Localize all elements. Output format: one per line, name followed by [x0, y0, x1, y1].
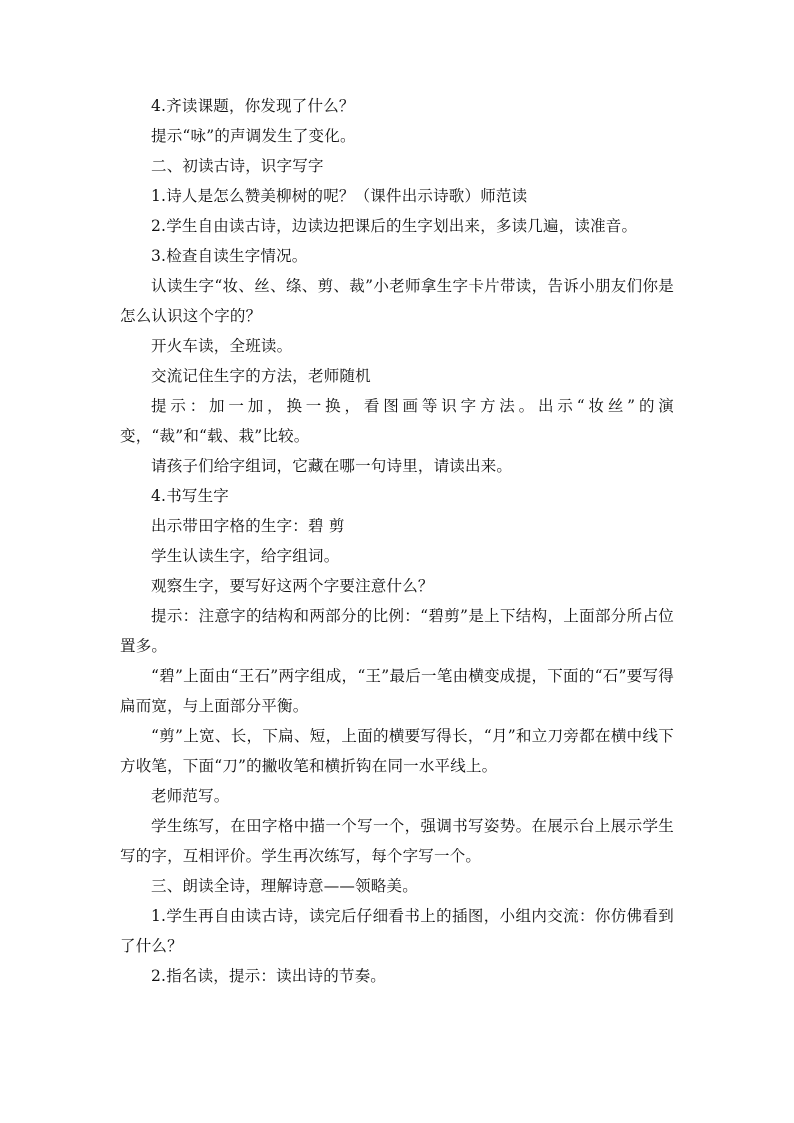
paragraph-recognize-characters: 认读生字“妆、丝、绦、剪、裁”小老师拿生字卡片带读，告诉小朋友们你是怎么认识这个字的？ [120, 277, 674, 325]
paragraph-step-4-writing: 4.书写生字 [151, 487, 229, 505]
paragraph-students-recognize: 学生认读生字，给字组词。 [151, 547, 340, 565]
paragraph-step-1-look-illustration: 1.学生再自由读古诗，读完后仔细看书上的插图，小组内交流：你仿佛看到了什么？ [120, 907, 674, 955]
paragraph-observe-characters: 观察生字，要写好这两个字要注意什么？ [151, 577, 434, 595]
section-heading-read-whole-poem: 三、朗读全诗，理解诗意——领略美。 [151, 877, 418, 895]
section-heading-initial-reading: 二、初读古诗，识字写字 [151, 157, 324, 175]
paragraph-word-groups: 请孩子们给字组词，它藏在哪一句诗里，请读出来。 [151, 457, 513, 475]
paragraph-jian-character: “剪”上宽、长，下扁、短，上面的横要写得长，“月”和立刀旁都在横中线下方收笔，下面“刀”的撇收笔和横折钩在同一水平线上。 [120, 727, 674, 775]
paragraph-hint-tone-change: 提示“咏”的声调发生了变化。 [151, 127, 356, 145]
paragraph-student-practice: 学生练写，在田字格中描一个写一个，强调书写姿势。在展示台上展示学生写的字，互相评价。学生再次练写，每个字写一个。 [120, 817, 674, 865]
paragraph-step-4-read-title: 4.齐读课题，你发现了什么？ [151, 97, 355, 115]
paragraph-step-2-rhythm: 2.指名读，提示：读出诗的节奏。 [151, 967, 386, 985]
paragraph-bi-character: “碧”上面由“王石”两字组成，“王”最后一笔由横变成提，下面的“石”要写得扁而宽，与上面部分平衡。 [120, 667, 674, 715]
document-body [120, 91, 674, 991]
paragraph-hint-methods: 提示：加一加，换一换，看图画等识字方法。出示“妆丝”的演变，“裁”和“载、栽”比较。 [120, 397, 674, 445]
paragraph-train-reading: 开火车读，全班读。 [151, 337, 293, 355]
paragraph-teacher-demo: 老师范写。 [151, 787, 230, 805]
paragraph-show-grid-characters: 出示带田字格的生字：碧 剪 [151, 517, 345, 535]
paragraph-hint-structure: 提示：注意字的结构和两部分的比例：“碧剪”是上下结构，上面部分所占位置多。 [120, 607, 674, 655]
paragraph-memory-methods: 交流记住生字的方法，老师随机 [151, 367, 371, 385]
paragraph-step-2-free-reading: 2.学生自由读古诗，边读边把课后的生字划出来，多读几遍，读准音。 [151, 217, 638, 235]
paragraph-step-1-praise-willow: 1.诗人是怎么赞美柳树的呢？（课件出示诗歌）师范读 [151, 187, 528, 205]
paragraph-step-3-check-characters: 3.检查自读生字情况。 [151, 247, 308, 265]
